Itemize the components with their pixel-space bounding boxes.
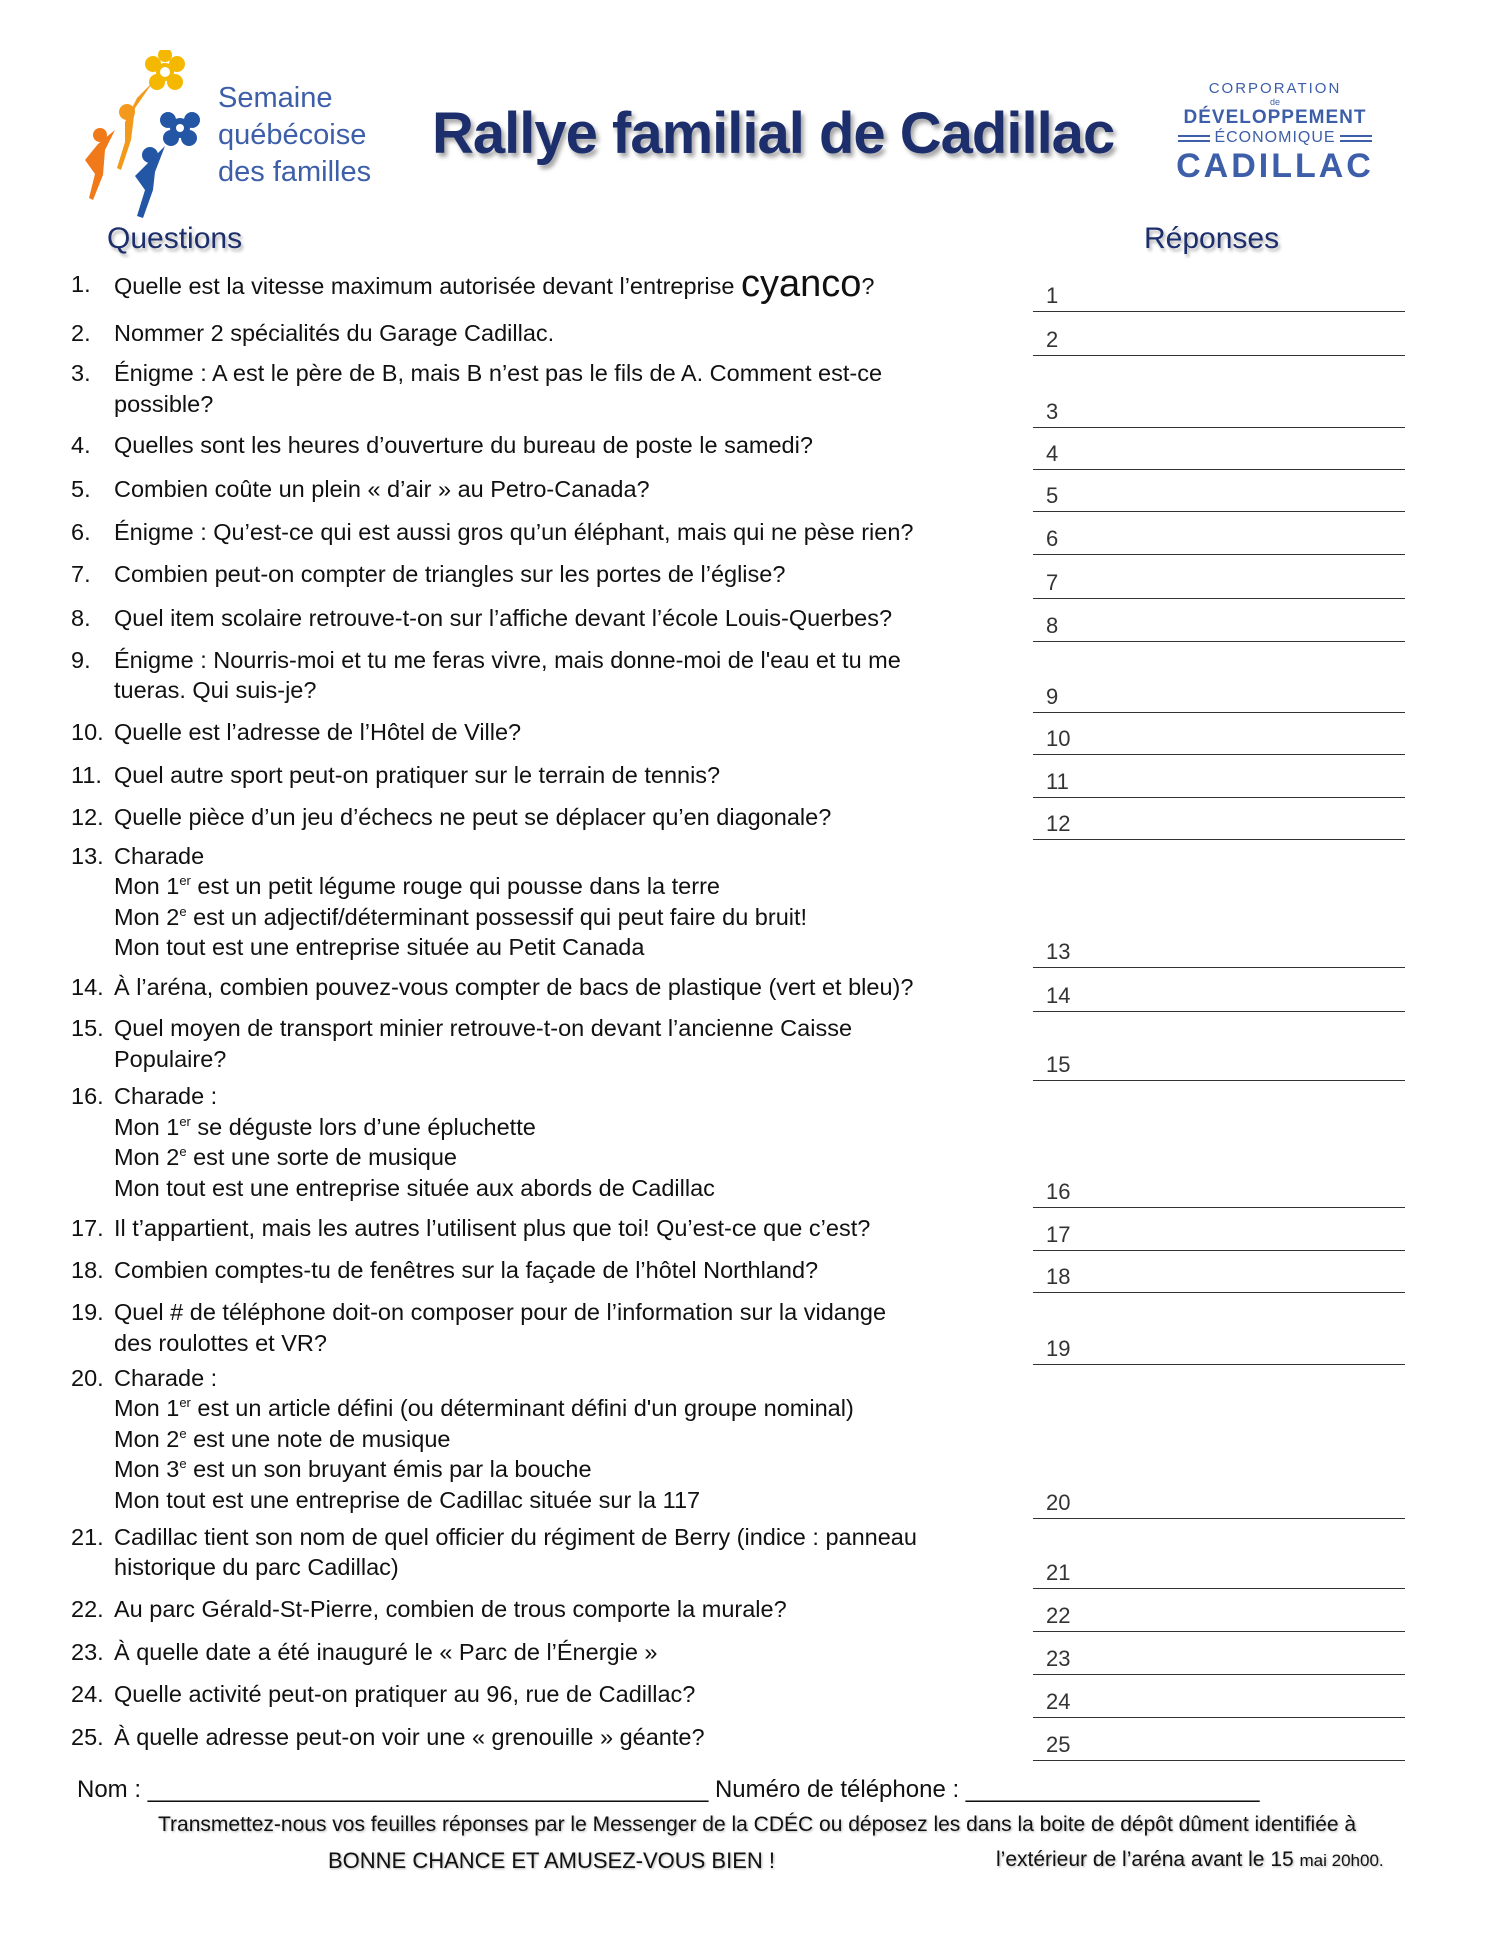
question-item — [71, 430, 813, 461]
name-label: Nom : — [77, 1776, 148, 1803]
logo-cadillac: CADILLAC — [1176, 147, 1374, 185]
answer-number: 13 — [1046, 939, 1071, 965]
question-item — [71, 603, 892, 634]
question-item — [71, 841, 807, 963]
question-text — [114, 802, 831, 833]
question-number: 16. — [71, 1083, 104, 1110]
question-number: 23. — [71, 1638, 104, 1665]
answer-number: 7 — [1046, 569, 1059, 595]
text-segment: est un article défini (ou déterminant défini d'un groupe nominal) — [190, 1395, 854, 1422]
question-text — [114, 1552, 917, 1583]
phone-label: Numéro de téléphone : — [708, 1776, 966, 1803]
text-segment: À quelle adresse peut-on voir une « grenouille » géante? — [114, 1724, 705, 1751]
question-text — [114, 902, 807, 933]
text-segment: est un petit légume rouge qui pousse dans la terre — [190, 873, 720, 900]
answer-field[interactable] — [1033, 524, 1405, 555]
text-segment: possible? — [114, 390, 214, 417]
question-number: 8. — [71, 604, 91, 631]
text-segment: Mon 2 — [114, 903, 180, 930]
answer-field[interactable] — [1033, 1601, 1405, 1632]
question-text — [114, 841, 807, 872]
text-segment: Charade : — [114, 1083, 218, 1110]
answer-field[interactable] — [1033, 1177, 1405, 1208]
question-text — [114, 1213, 870, 1244]
question-item — [71, 972, 913, 1003]
question-item — [71, 1522, 917, 1583]
answer-number: 17 — [1046, 1221, 1071, 1247]
question-text — [114, 1044, 852, 1075]
answer-number: 3 — [1046, 398, 1059, 424]
question-item — [71, 1081, 715, 1203]
text-segment: Au parc Gérald-St-Pierre, combien de trous comporte la murale? — [114, 1595, 787, 1622]
text-segment: Quelle est la vitesse maximum autorisée devant l’entreprise — [114, 273, 741, 300]
answer-number: 12 — [1046, 811, 1071, 837]
answer-field[interactable] — [1033, 767, 1405, 798]
question-item — [71, 717, 521, 748]
ordinal-superscript: er — [179, 1113, 191, 1129]
text-segment: Quel autre sport peut-on pratiquer sur le terrain de tennis? — [114, 762, 721, 789]
answer-number: 5 — [1046, 482, 1059, 508]
question-text — [114, 389, 882, 420]
text-segment: Populaire? — [114, 1045, 227, 1072]
text-segment: Mon 2 — [114, 1425, 180, 1452]
question-text — [114, 430, 813, 461]
answer-field[interactable] — [1033, 1050, 1405, 1081]
question-number: 22. — [71, 1595, 104, 1622]
logo-rule — [1340, 135, 1372, 142]
answer-field[interactable] — [1033, 397, 1405, 428]
question-number: 15. — [71, 1015, 104, 1042]
cyanco-logo: cyanco — [740, 263, 862, 306]
answer-number: 24 — [1046, 1689, 1071, 1715]
answer-number: 15 — [1046, 1052, 1071, 1078]
answer-field[interactable] — [1033, 1644, 1405, 1675]
question-text — [114, 717, 521, 748]
semaine-quebecoise-logo — [65, 50, 215, 220]
text-segment: Quelle activité peut-on pratiquer au 96, rue de Cadillac? — [114, 1681, 696, 1708]
logo-line: Semaine — [218, 82, 333, 114]
instructions-deadline: l’extérieur de l’aréna avant le 15 — [996, 1848, 1300, 1871]
question-number: 6. — [71, 519, 91, 546]
question-text — [114, 1722, 705, 1753]
logo-developpement: DÉVELOPPEMENT — [1183, 107, 1367, 128]
question-text — [114, 1485, 854, 1516]
question-item — [71, 1679, 695, 1710]
text-segment: Quelle est l’adresse de l’Hôtel de Ville? — [114, 718, 522, 745]
question-text — [114, 932, 807, 963]
logo-line: des familles — [218, 156, 372, 188]
logo-line: québécoise — [218, 119, 367, 151]
question-text — [114, 675, 901, 706]
question-number: 5. — [71, 475, 91, 502]
answer-number: 20 — [1046, 1489, 1071, 1515]
page-title: Rallye familial de Cadillac — [432, 101, 1115, 166]
instructions-time: mai 20h00. — [1299, 1851, 1384, 1870]
question-text — [114, 1081, 715, 1112]
answer-number: 18 — [1046, 1264, 1071, 1290]
question-item — [71, 1013, 852, 1074]
question-number: 13. — [71, 842, 104, 869]
answer-field[interactable] — [1033, 1262, 1405, 1293]
answer-field[interactable] — [1033, 568, 1405, 599]
answer-field[interactable] — [1033, 809, 1405, 840]
text-segment: Mon tout est une entreprise située au Petit Canada — [114, 934, 645, 961]
logo-rule — [1178, 135, 1210, 142]
question-number: 25. — [71, 1724, 104, 1751]
text-segment: est une note de musique — [186, 1425, 451, 1452]
instructions-line-2 — [996, 1848, 1384, 1872]
semaine-quebecoise-text — [218, 80, 371, 191]
answer-field[interactable] — [1033, 1334, 1405, 1365]
question-number: 1. — [71, 271, 91, 298]
question-item — [71, 474, 650, 505]
text-segment: Mon 1 — [114, 1113, 180, 1140]
question-text — [114, 358, 882, 389]
text-segment: Nommer 2 spécialités du Garage Cadillac. — [114, 319, 555, 346]
answer-number: 25 — [1046, 1731, 1071, 1757]
text-segment: Quel # de téléphone doit-on composer pour de l’information sur la vidange — [114, 1299, 887, 1326]
text-segment: Mon 1 — [114, 1395, 180, 1422]
text-segment: Charade : — [114, 1364, 218, 1391]
answer-number: 6 — [1046, 526, 1059, 552]
question-text — [114, 1594, 787, 1625]
answer-number: 8 — [1046, 613, 1059, 639]
question-text — [114, 1393, 854, 1424]
answer-field[interactable] — [1033, 1730, 1405, 1761]
text-segment: Énigme : Nourris-moi et tu me feras vivre, mais donne-moi de l'eau et tu me — [114, 646, 901, 673]
answer-field[interactable] — [1033, 724, 1405, 755]
question-item — [71, 1637, 657, 1668]
family-figures-icon — [65, 50, 215, 220]
questions-heading: Questions — [107, 222, 243, 255]
question-item — [71, 517, 913, 548]
answer-number: 19 — [1046, 1336, 1071, 1361]
question-text — [114, 517, 913, 548]
ordinal-superscript: er — [179, 873, 191, 889]
question-text — [114, 871, 807, 902]
question-text — [114, 318, 554, 349]
answer-number: 23 — [1046, 1646, 1071, 1671]
answer-field[interactable] — [1033, 481, 1405, 512]
text-segment: se déguste lors d’une épluchette — [190, 1113, 536, 1140]
question-number: 2. — [71, 319, 91, 346]
question-text — [114, 1328, 886, 1359]
ordinal-superscript: e — [179, 903, 187, 919]
question-text — [114, 263, 875, 306]
text-segment: Quel item scolaire retrouve-t-on sur l’affiche devant l’école Louis-Querbes? — [114, 604, 893, 631]
cdec-cadillac-logo — [1150, 80, 1400, 185]
answer-field[interactable] — [1033, 682, 1405, 713]
question-number: 3. — [71, 360, 91, 387]
question-text — [114, 760, 720, 791]
question-item — [71, 645, 901, 706]
answer-field[interactable] — [1033, 611, 1405, 642]
question-text — [114, 1173, 715, 1204]
answer-field[interactable] — [1033, 439, 1405, 470]
text-segment: historique du parc Cadillac) — [114, 1554, 399, 1581]
text-segment: Énigme : Qu’est-ce qui est aussi gros qu’un éléphant, mais qui ne pèse rien? — [114, 519, 914, 546]
text-segment: Quelle pièce d’un jeu d’échecs ne peut se déplacer qu’en diagonale? — [114, 804, 832, 831]
answer-number: 21 — [1046, 1560, 1071, 1586]
question-text — [114, 1454, 854, 1485]
logo-economique: ÉCONOMIQUE — [1214, 129, 1336, 146]
contact-line — [77, 1776, 1259, 1804]
answer-number: 9 — [1046, 683, 1059, 709]
text-segment: Combien peut-on compter de triangles sur les portes de l’église? — [114, 561, 786, 588]
text-segment: Mon tout est une entreprise de Cadillac située sur la 117 — [114, 1486, 701, 1513]
answer-number: 11 — [1046, 769, 1069, 795]
text-segment: est un adjectif/déterminant possessif qui peut faire du bruit! — [186, 903, 808, 930]
answer-field[interactable] — [1033, 1220, 1405, 1251]
question-number: 19. — [71, 1299, 104, 1326]
text-segment: Mon 3 — [114, 1456, 180, 1483]
text-segment: ? — [861, 273, 875, 300]
text-segment: Mon tout est une entreprise située aux abords de Cadillac — [114, 1174, 715, 1201]
text-segment: des roulottes et VR? — [114, 1329, 327, 1356]
question-number: 20. — [71, 1364, 104, 1391]
question-item — [71, 802, 831, 833]
question-number: 7. — [71, 561, 91, 588]
question-text — [114, 972, 913, 1003]
question-text — [114, 1112, 715, 1143]
text-segment: Énigme : A est le père de B, mais B n’est pas le fils de A. Comment est-ce — [114, 360, 883, 387]
question-text — [114, 474, 650, 505]
text-segment: Mon 1 — [114, 873, 180, 900]
answer-field[interactable] — [1033, 981, 1405, 1012]
ordinal-superscript: e — [179, 1425, 187, 1441]
question-number: 21. — [71, 1523, 104, 1550]
text-segment: Quel moyen de transport minier retrouve-t-on devant l’ancienne Caisse — [114, 1015, 853, 1042]
question-item — [71, 1255, 818, 1286]
answer-number: 4 — [1046, 440, 1059, 466]
ordinal-superscript: er — [179, 1395, 191, 1411]
question-item — [71, 1297, 886, 1358]
text-segment: Quelles sont les heures d’ouverture du bureau de poste le samedi? — [114, 432, 813, 459]
question-text — [114, 1522, 917, 1553]
question-item — [71, 358, 882, 419]
instructions-line-1: Transmettez-nous vos feuilles réponses par le Messenger de la CDÉC ou déposez les dans la boite de dépôt dûment identifiée à — [158, 1813, 1357, 1836]
question-text — [114, 1013, 852, 1044]
question-item — [71, 1363, 854, 1516]
question-text — [114, 1255, 818, 1286]
answer-field[interactable] — [1033, 1488, 1405, 1519]
answer-number: 2 — [1046, 326, 1059, 352]
answer-number: 10 — [1046, 725, 1071, 751]
text-segment: est une sorte de musique — [186, 1144, 457, 1171]
question-text — [114, 1363, 854, 1394]
answer-number: 22 — [1046, 1602, 1071, 1628]
question-number: 4. — [71, 432, 91, 459]
text-segment: est un son bruyant émis par la bouche — [186, 1456, 592, 1483]
phone-field[interactable]: ______________________ — [965, 1776, 1260, 1803]
text-segment: Il t’appartient, mais les autres l’utilisent plus que toi! Qu’est-ce que c’est? — [114, 1214, 871, 1241]
answer-field[interactable] — [1033, 937, 1405, 968]
question-item — [71, 760, 720, 791]
answers-heading: Réponses — [1144, 222, 1280, 255]
text-segment: Cadillac tient son nom de quel officier du régiment de Berry (indice : panneau — [114, 1523, 917, 1550]
answer-field[interactable] — [1033, 1687, 1405, 1718]
logo-de: de — [1269, 97, 1280, 107]
question-item — [71, 1722, 705, 1753]
question-number: 17. — [71, 1214, 104, 1241]
question-number: 10. — [71, 718, 104, 745]
text-segment: Combien comptes-tu de fenêtres sur la façade de l’hôtel Northland? — [114, 1257, 819, 1283]
ordinal-superscript: e — [179, 1456, 187, 1472]
question-number: 24. — [71, 1681, 104, 1708]
question-text — [114, 1637, 657, 1668]
text-segment: Charade — [114, 842, 205, 869]
text-segment: Combien coûte un plein « d’air » au Petro-Canada? — [114, 475, 650, 502]
good-luck-text: BONNE CHANCE ET AMUSEZ-VOUS BIEN ! — [328, 1848, 776, 1873]
question-item — [71, 1594, 787, 1625]
question-item — [71, 318, 554, 349]
question-number: 11. — [71, 762, 102, 789]
question-item — [71, 559, 785, 590]
text-segment: À quelle date a été inauguré le « Parc de l’Énergie » — [114, 1638, 658, 1665]
answer-field[interactable] — [1033, 1558, 1405, 1589]
question-text — [114, 1142, 715, 1173]
question-text — [114, 1679, 695, 1710]
question-number: 14. — [71, 974, 104, 1001]
question-number: 12. — [71, 804, 104, 831]
logo-corporation: CORPORATION — [1208, 80, 1342, 97]
answer-number: 14 — [1046, 982, 1071, 1008]
question-text — [114, 645, 901, 676]
question-text — [114, 559, 785, 590]
question-item — [71, 1213, 870, 1244]
answer-field[interactable] — [1033, 325, 1405, 356]
question-text — [114, 1297, 886, 1328]
text-segment: tueras. Qui suis-je? — [114, 677, 317, 704]
question-item — [71, 263, 875, 306]
question-text — [114, 603, 892, 634]
answer-number: 16 — [1046, 1178, 1071, 1204]
question-number: 18. — [71, 1257, 104, 1283]
text-segment: Mon 2 — [114, 1144, 180, 1171]
answer-number: 1 — [1046, 283, 1059, 309]
question-text — [114, 1424, 854, 1455]
ordinal-superscript: e — [179, 1144, 187, 1160]
text-segment: À l’aréna, combien pouvez-vous compter de bacs de plastique (vert et bleu)? — [114, 974, 914, 1001]
question-number: 9. — [71, 646, 91, 673]
answer-field[interactable] — [1033, 281, 1405, 312]
name-field[interactable]: __________________________________________ — [147, 1776, 709, 1803]
